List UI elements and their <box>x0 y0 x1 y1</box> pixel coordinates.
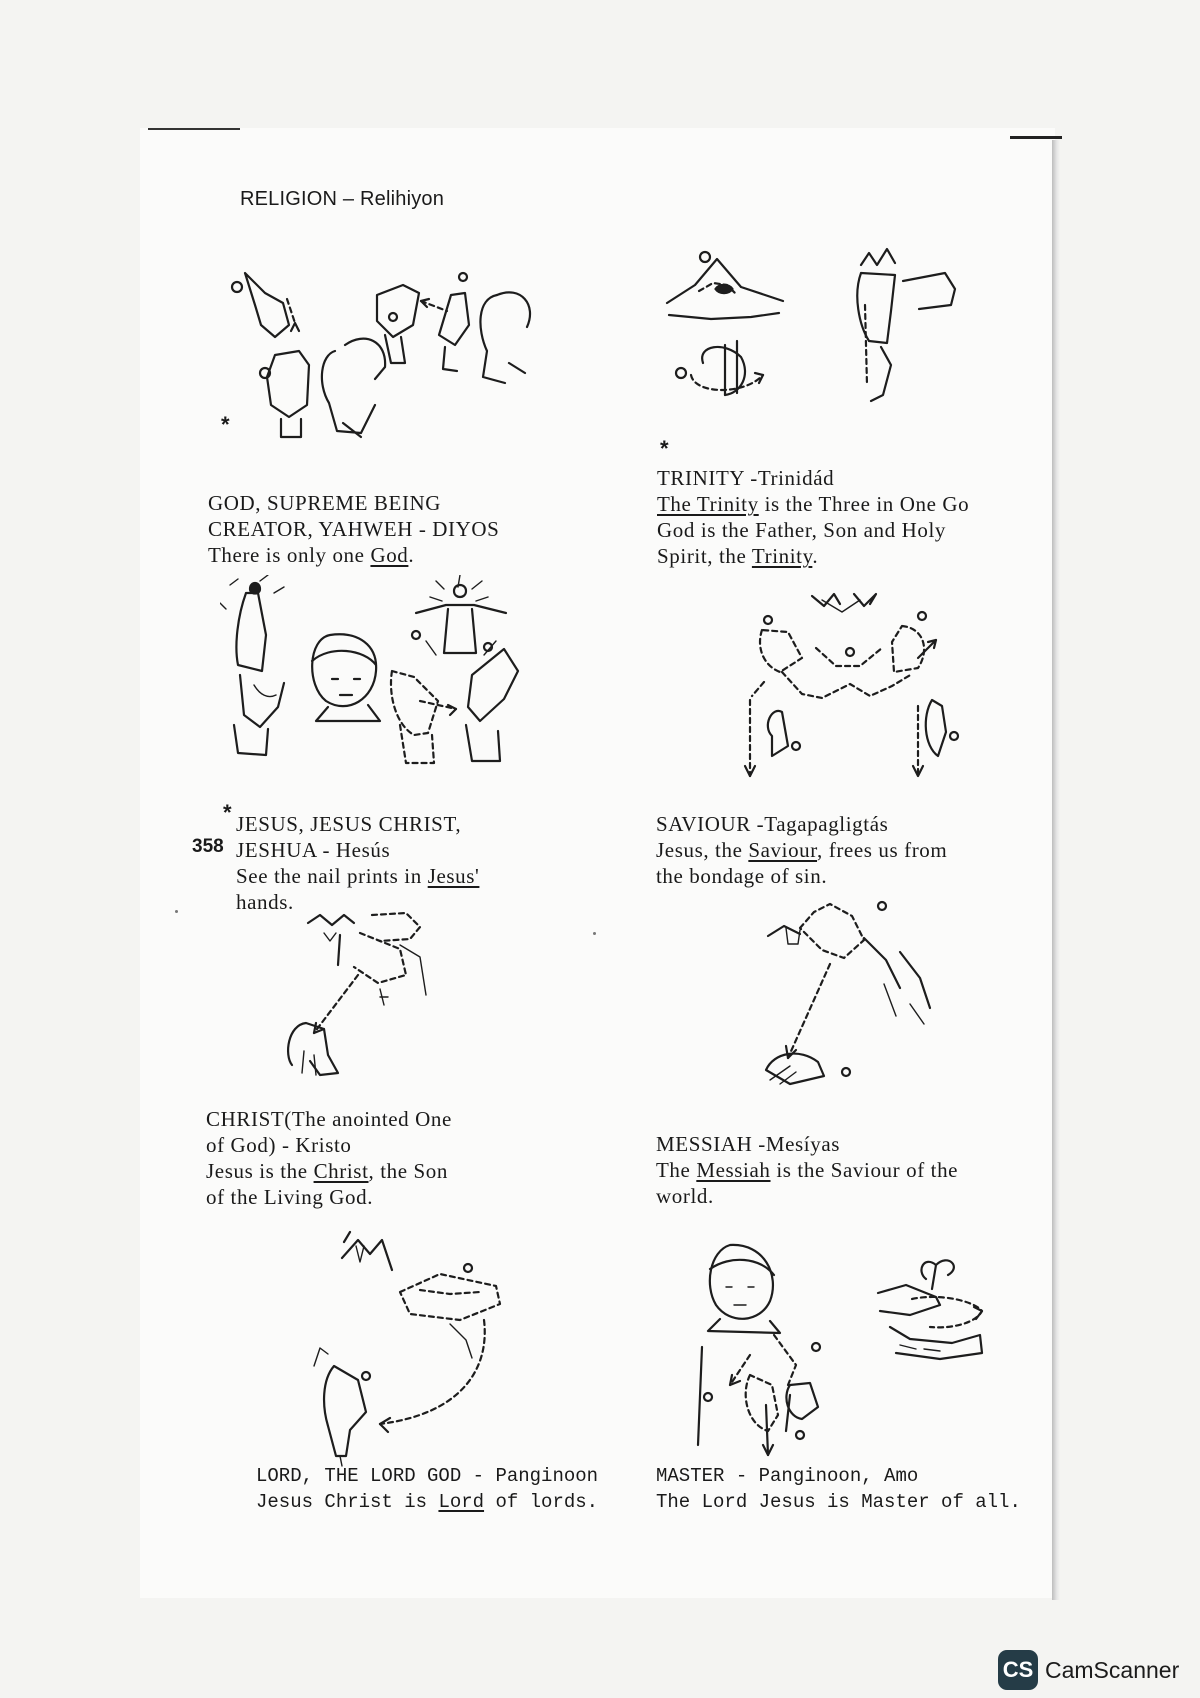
underlined-word: Trinity <box>751 544 813 568</box>
step-marker-icon <box>700 252 710 262</box>
jesus-sign-icon <box>220 575 575 785</box>
trinity-sign-illustration <box>655 245 1015 445</box>
example-sentence: Spirit, the Trinity. <box>657 544 819 568</box>
asterisk-mark: * <box>221 412 230 437</box>
entry-christ <box>206 1106 452 1210</box>
example-sentence: Jesus is the Christ, the Son <box>206 1159 449 1183</box>
step-marker-icon <box>878 902 886 910</box>
trinity-sign-icon <box>655 245 1015 445</box>
saviour-sign-illustration <box>742 586 967 786</box>
example-sentence: There is only one God. <box>208 543 415 567</box>
example-sentence: of the Living God. <box>206 1185 374 1209</box>
underlined-word: Messiah <box>696 1158 771 1182</box>
camscanner-logo-icon: CS <box>998 1650 1038 1690</box>
entry-master <box>656 1463 1021 1515</box>
underlined-word: God <box>370 543 409 567</box>
entry-term: GOD, SUPREME BEING <box>208 491 442 515</box>
entry-messiah <box>656 1131 958 1209</box>
entry-term: JESUS, JESUS CHRIST, <box>236 812 462 836</box>
entry-term: CHRIST(The anointed One <box>206 1107 452 1131</box>
example-sentence: hands. <box>236 890 294 914</box>
underlined-word: Christ <box>313 1159 369 1183</box>
saviour-detail-icon <box>760 898 950 1088</box>
section-title: RELIGION – Relihiyon <box>240 188 445 210</box>
entry-god <box>208 490 499 568</box>
camscanner-brand: CamScanner <box>1045 1656 1180 1683</box>
example-sentence: Jesus Christ is Lord of lords. <box>256 1491 599 1513</box>
lord-sign-icon <box>300 1230 515 1470</box>
example-sentence: world. <box>656 1184 714 1208</box>
underlined-word: The Trinity <box>657 492 759 516</box>
camscanner-watermark <box>998 1650 1179 1690</box>
saviour-sign-icon <box>742 586 967 786</box>
asterisk-mark: * <box>660 436 669 461</box>
messiah-sign-illustration <box>690 1235 1030 1475</box>
entry-term: LORD, THE LORD GOD - Panginoon <box>256 1465 599 1487</box>
entry-term: SAVIOUR -Tagapagligtás <box>656 812 889 836</box>
page-number: 358 <box>192 836 224 857</box>
entry-term: MASTER - Panginoon, Amo <box>656 1465 919 1487</box>
saviour-sign-detail-illustration <box>760 898 950 1088</box>
entry-term: JESHUA - Hesús <box>236 838 391 862</box>
page-edge-shadow <box>1052 140 1060 1600</box>
entry-jesus <box>236 811 479 915</box>
example-sentence: The Trinity is the Three in One Go <box>657 492 970 516</box>
underlined-word: Saviour <box>748 838 818 862</box>
entry-saviour <box>656 811 947 889</box>
entry-lord <box>256 1463 598 1515</box>
entry-term: TRINITY -Trinidád <box>657 466 835 490</box>
top-rule-right <box>1010 136 1062 139</box>
lord-sign-illustration <box>300 1230 515 1470</box>
messiah-sign-icon <box>690 1235 1030 1475</box>
step-marker-icon <box>232 282 242 292</box>
entry-trinity <box>657 465 969 569</box>
example-sentence: See the nail prints in Jesus' <box>236 864 480 888</box>
asterisk-mark: * <box>223 800 232 825</box>
top-rule <box>148 128 240 130</box>
example-sentence: God is the Father, Son and Holy <box>657 518 946 542</box>
christ-sign-icon <box>280 905 460 1085</box>
example-sentence: the bondage of sin. <box>656 864 828 888</box>
christ-sign-illustration <box>280 905 460 1085</box>
jesus-sign-illustration <box>220 575 575 785</box>
step-marker-icon <box>464 1264 472 1272</box>
underlined-word: Jesus' <box>427 864 480 888</box>
god-sign-illustration <box>225 255 570 465</box>
step-marker-icon <box>812 1343 820 1351</box>
example-sentence: The Lord Jesus is Master of all. <box>656 1491 1021 1513</box>
scan-speck <box>593 932 596 935</box>
step-marker-icon <box>764 616 772 624</box>
underlined-word: Lord <box>438 1491 485 1513</box>
entry-term: MESSIAH -Mesíyas <box>656 1132 841 1156</box>
example-sentence: The Messiah is the Saviour of the <box>656 1158 959 1182</box>
entry-term: of God) - Kristo <box>206 1133 352 1157</box>
god-sign-icon <box>225 255 570 465</box>
scan-speck <box>175 910 178 913</box>
example-sentence: Jesus, the Saviour, frees us from <box>656 838 948 862</box>
entry-term: CREATOR, YAHWEH - DIYOS <box>208 517 500 541</box>
